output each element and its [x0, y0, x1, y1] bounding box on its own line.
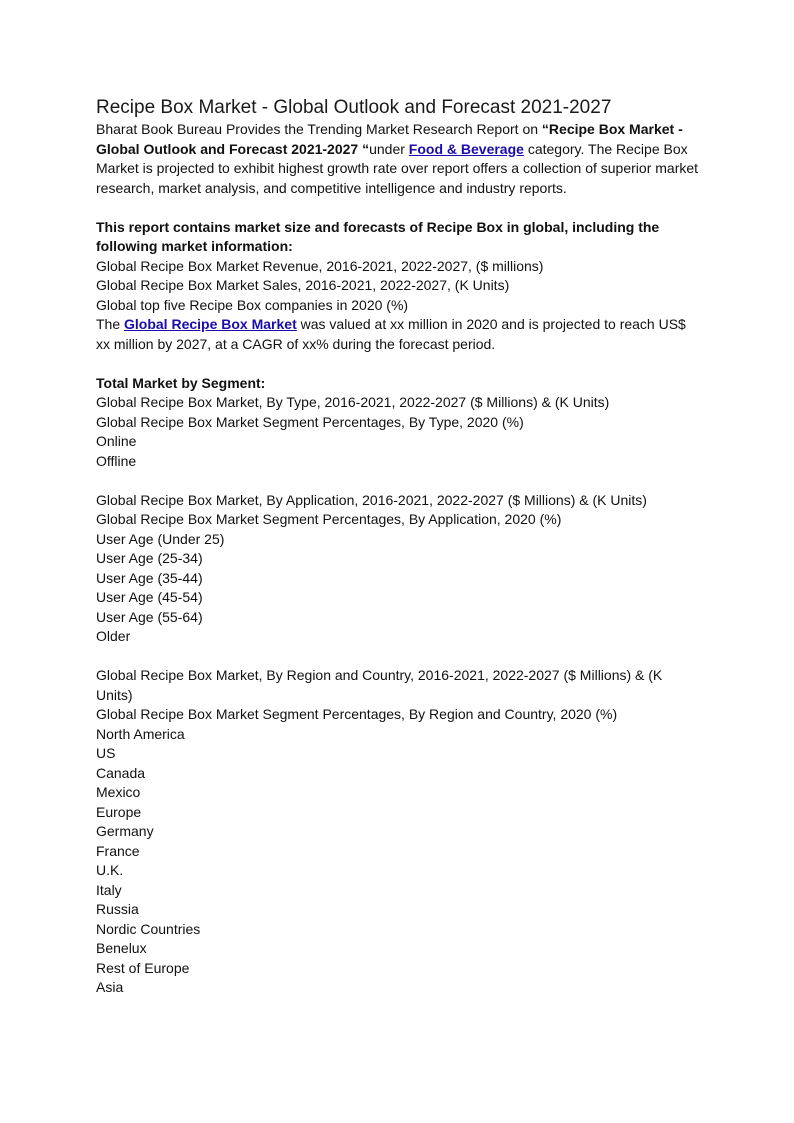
list-item: User Age (45-54) [96, 589, 203, 605]
intro-text-rest: category. The Recipe Box Market is projected to exhibit highest growth rate over report offers a collection of superior market research, market analysis, and competitive intelligence and industry reports. [96, 140, 699, 196]
spacer [96, 471, 702, 491]
report-item: Global Recipe Box Market Sales, 2016-2021, 2022-2027, (K Units) [96, 277, 510, 293]
global-recipe-box-market-link[interactable]: Global Recipe Box Market [124, 316, 297, 332]
spacer [96, 647, 702, 667]
list-item: France [96, 842, 140, 859]
list-item: Global Recipe Box Market Segment Percentages, By Region and Country, 2020 (%) [96, 706, 618, 722]
intro-close-quote: “ [362, 140, 370, 157]
list-item: Germany [96, 823, 154, 839]
list-item: Online [96, 433, 137, 449]
list-item: Nordic Countries [96, 920, 201, 937]
list-item: Older [96, 628, 131, 644]
list-item: Russia [96, 901, 139, 917]
list-item: Offline [96, 452, 137, 469]
spacer [96, 198, 702, 218]
market-value-paragraph [96, 315, 702, 354]
list-item: Europe [96, 803, 142, 820]
intro-text: Bharat Book Bureau Provides the Trending Market Research Report on [96, 121, 542, 137]
list-item: Asia [96, 979, 124, 995]
market-value-post: was valued at xx million in 2020 and is projected to reach US$ xx million by 2027, at a CAGR of xx% during the forecast period. [96, 316, 686, 352]
list-item: US [96, 745, 116, 761]
list-item: Mexico [96, 784, 141, 800]
list-item: Benelux [96, 940, 147, 956]
intro-paragraph [96, 120, 702, 198]
report-item: Global Recipe Box Market Revenue, 2016-2021, 2022-2027, ($ millions) [96, 257, 544, 274]
intro-open-quote: “ [541, 121, 549, 137]
document-page [96, 96, 702, 998]
application-segment-list [96, 491, 702, 647]
list-item: Global Recipe Box Market Segment Percentages, By Application, 2020 (%) [96, 511, 562, 527]
intro-text-under: under [369, 140, 409, 157]
page-title: Recipe Box Market - Global Outlook and Forecast 2021-2027 [96, 97, 612, 118]
intro-report-title: Recipe Box Market - Global Outlook and Forecast 2021-2027 [96, 121, 683, 157]
type-segment-list [96, 393, 702, 471]
region-segment-list [96, 666, 702, 998]
list-item: User Age (25-34) [96, 550, 203, 566]
list-item: Italy [96, 881, 122, 898]
spacer [96, 354, 702, 374]
list-item: Rest of Europe [96, 959, 190, 976]
list-item: User Age (55-64) [96, 608, 203, 625]
list-item: Global Recipe Box Market Segment Percentages, By Type, 2020 (%) [96, 413, 524, 430]
food-beverage-link[interactable]: Food & Beverage [408, 140, 524, 157]
list-item: North America [96, 725, 185, 742]
report-contents-heading: This report contains market size and forecasts of Recipe Box in global, including the following market information: [96, 218, 660, 254]
list-item: Global Recipe Box Market, By Application, 2016-2021, 2022-2027 ($ Millions) & (K Units) [96, 491, 647, 508]
list-item: U.K. [96, 862, 124, 878]
list-item: User Age (Under 25) [96, 530, 225, 547]
list-item: Global Recipe Box Market, By Region and Country, 2016-2021, 2022-2027 ($ Millions) & (K Units) [96, 667, 663, 703]
list-item: User Age (35-44) [96, 569, 203, 586]
report-item: Global top five Recipe Box companies in 2020 (%) [96, 296, 409, 313]
list-item: Canada [96, 764, 146, 781]
market-value-pre: The [96, 316, 125, 332]
segment-heading: Total Market by Segment: [96, 374, 266, 391]
list-item: Global Recipe Box Market, By Type, 2016-2021, 2022-2027 ($ Millions) & (K Units) [96, 394, 610, 410]
